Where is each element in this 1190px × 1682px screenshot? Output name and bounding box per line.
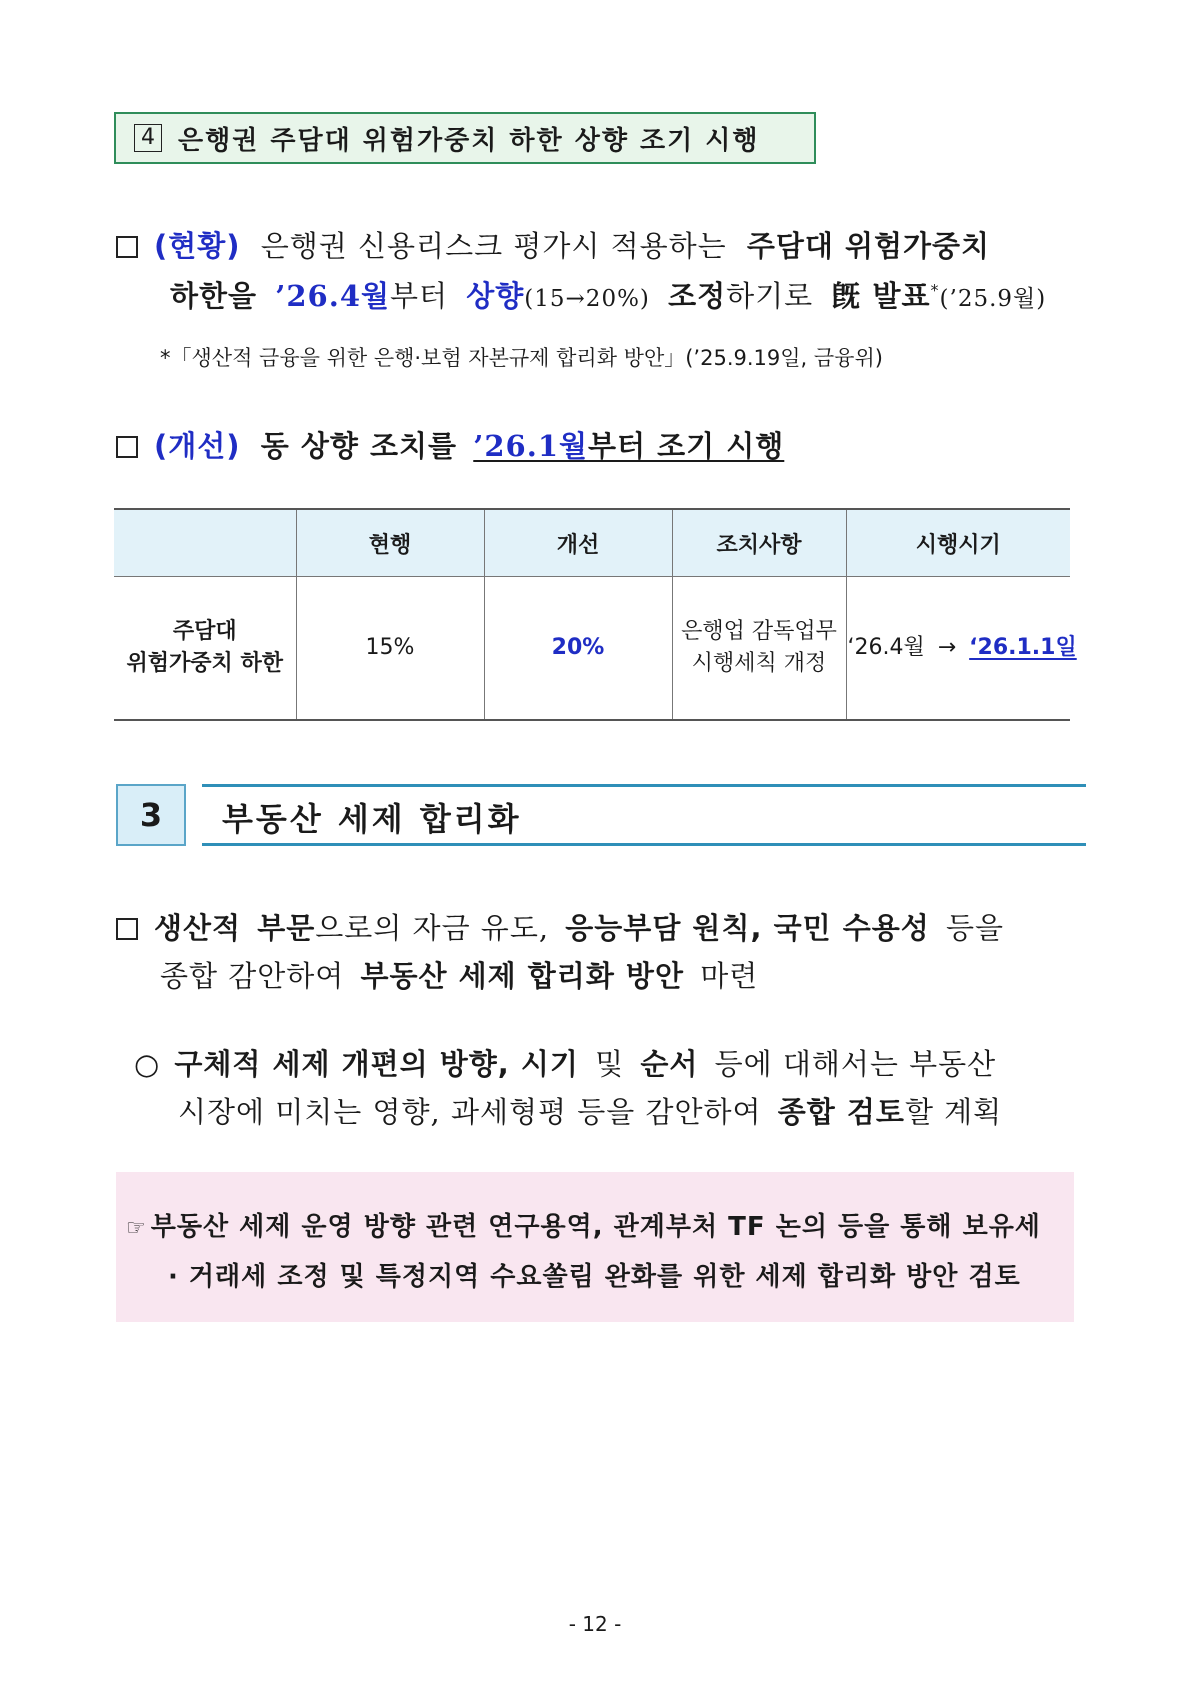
text: 및 [595, 1047, 625, 1081]
status-text: (’25.9월) [939, 286, 1047, 312]
circle-bullet-icon: ○ [134, 1047, 161, 1081]
status-date: ’26.4월 [275, 279, 391, 313]
table-cell-timing [846, 577, 1077, 721]
status-highlight: 주담대 위험가중치 [746, 229, 991, 263]
table-header: 현행 [296, 509, 484, 577]
table-header [114, 509, 296, 577]
checkbox-square-icon [116, 236, 138, 258]
table-cell-action [672, 577, 846, 721]
action-line: 시행세칙 개정 [691, 651, 827, 676]
improvement-date: ’26.1월 [473, 429, 589, 463]
status-text: 조정 [668, 279, 727, 313]
status-footnote: *「생산적 금융을 위한 은행·보험 자본규제 합리화 방안」(’25.9.19일, 금융위) [160, 346, 883, 370]
table-header-row [114, 509, 1070, 577]
text: 할 계획 [904, 1095, 1003, 1129]
note-line-1 [126, 1206, 1041, 1243]
status-up: 상향 [466, 279, 525, 313]
status-text: 하기로 [726, 279, 814, 313]
realestate-sub-line-2 [178, 1090, 1002, 1131]
note-line-2: · 거래세 조정 및 특정지역 수요쏠림 완화를 위한 세제 합리화 방안 검토 [168, 1262, 1021, 1292]
status-text: 하한을 [170, 279, 258, 313]
text: 부문 [257, 911, 316, 945]
status-text: 旣 발표 [831, 279, 931, 313]
table-header: 시행시기 [846, 509, 1070, 577]
section-3-title: 부동산 세제 합리화 [222, 800, 522, 838]
text: 시장에 미치는 영향, 과세형평 등을 감안하여 [178, 1095, 762, 1129]
text: 으로의 자금 유도, [315, 911, 550, 945]
realestate-line-1 [116, 906, 1004, 947]
text: 부동산 세제 합리화 방안 [360, 959, 684, 993]
improvement-line [116, 424, 784, 465]
text: 종합 감안하여 [160, 959, 345, 993]
improvement-text: 부터 조기 시행 [588, 429, 785, 463]
timing-new: ‘26.1.1일 [969, 635, 1077, 660]
status-text: 부터 [390, 279, 449, 313]
realestate-sub-line-1 [134, 1042, 996, 1083]
checkbox-square-icon [116, 436, 138, 458]
section-3-number: 3 [116, 784, 186, 846]
table-cell-item [114, 577, 296, 721]
section-4-header [114, 112, 816, 164]
arrow-right-icon: → [937, 635, 957, 660]
text: 순서 [640, 1047, 699, 1081]
section-number: 4 [134, 124, 162, 152]
status-tag: (현황) [154, 229, 241, 263]
text: 등을 [945, 911, 1004, 945]
table-cell-improved: 20% [484, 577, 672, 721]
text: 생산적 [154, 911, 242, 945]
section-rule-bottom [202, 843, 1086, 846]
section-rule-top [202, 784, 1086, 787]
section-title: 은행권 주담대 위험가중치 하한 상향 조기 시행 [178, 125, 760, 156]
text: 등에 대해서는 부동산 [714, 1047, 997, 1081]
table-row [114, 577, 1070, 721]
table-header: 조치사항 [672, 509, 846, 577]
change-table [114, 508, 1077, 721]
improvement-text: 동 상향 조치를 [260, 429, 458, 463]
timing-old: ‘26.4월 [847, 635, 925, 660]
status-text: 은행권 신용리스크 평가시 적용하는 [260, 229, 727, 263]
realestate-line-2 [160, 954, 758, 995]
status-range: (15→20%) [524, 286, 650, 312]
note-text: 부동산 세제 운영 방향 관련 연구용역, 관계부처 TF 논의 등을 통해 보유세 [150, 1212, 1041, 1242]
text: 응능부담 원칙, 국민 수용성 [565, 911, 930, 945]
table-header: 개선 [484, 509, 672, 577]
checkbox-square-icon [116, 918, 138, 940]
pointing-hand-icon: ☞ [126, 1216, 147, 1241]
item-line: 주담대 [172, 619, 237, 644]
improvement-tag: (개선) [154, 429, 241, 463]
page-number: - 12 - [568, 1612, 622, 1636]
item-line: 위험가중치 하한 [126, 651, 283, 676]
text: 종합 검토 [777, 1095, 905, 1129]
footnote-marker: * [930, 280, 940, 300]
action-line: 은행업 감독업무 [681, 619, 837, 644]
text: 마련 [700, 959, 759, 993]
table-cell-current: 15% [296, 577, 484, 721]
note-box [116, 1172, 1074, 1322]
status-line-1 [116, 224, 990, 265]
status-line-2 [170, 274, 1046, 315]
text: 구체적 세제 개편의 방향, 시기 [174, 1047, 579, 1081]
